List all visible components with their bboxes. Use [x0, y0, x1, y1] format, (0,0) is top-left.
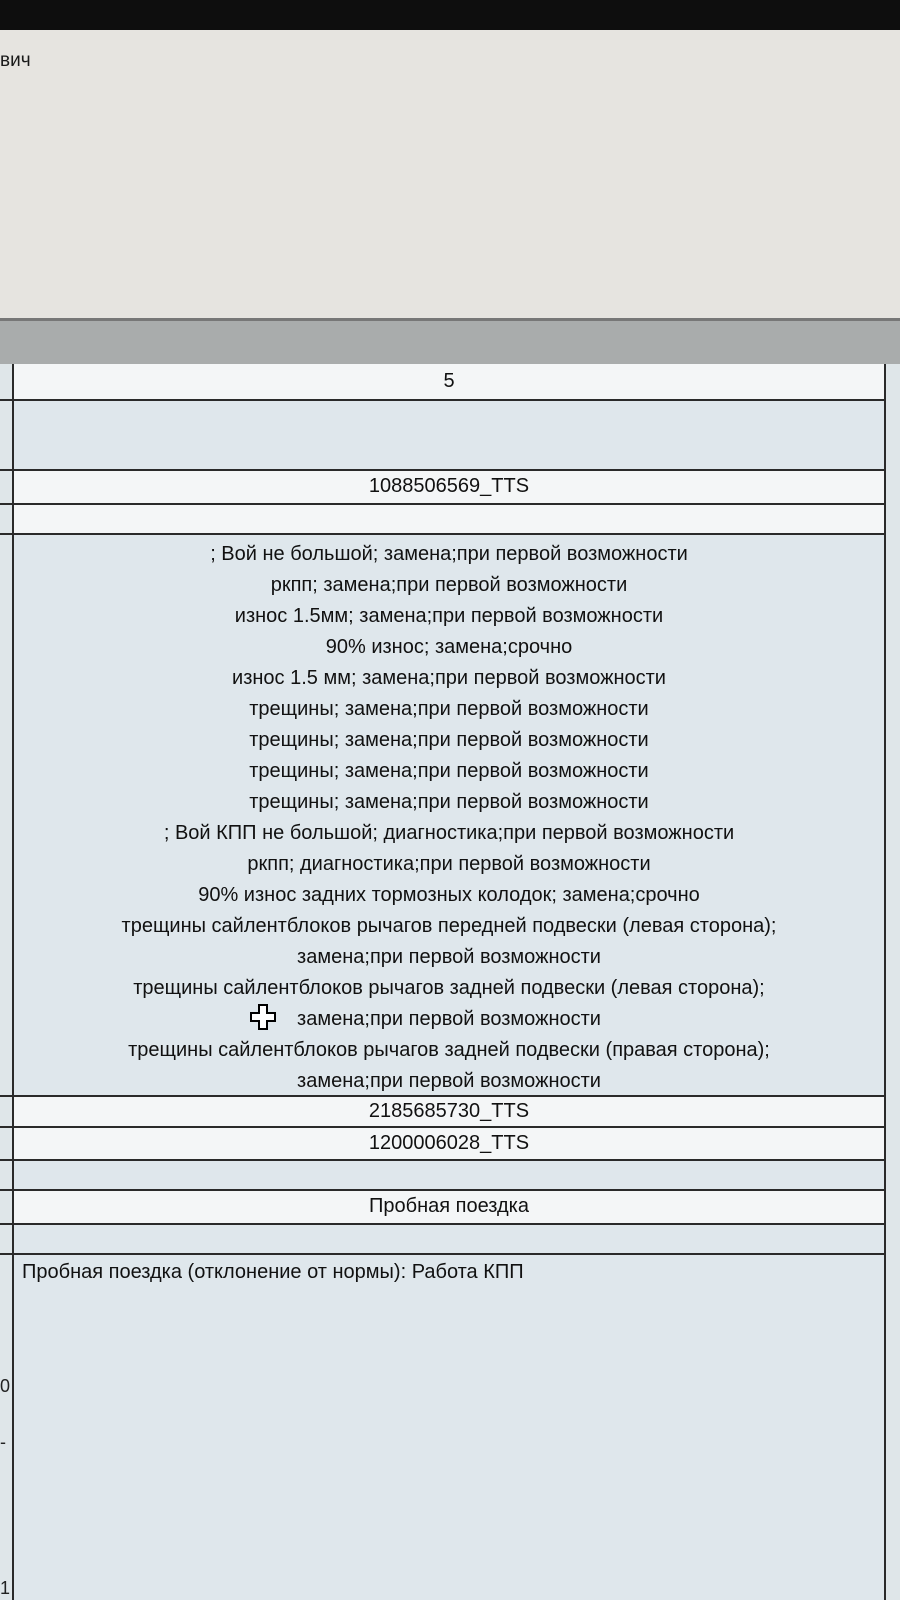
defect-line: износ 1.5 мм; замена;при первой возможности: [232, 667, 666, 689]
defect-line: ркпп; замена;при первой возможности: [270, 574, 628, 596]
name-fragment: вич: [0, 50, 31, 71]
defect-line: трещины; замена;при первой возможности: [249, 760, 649, 782]
id-row-2: [0, 1097, 886, 1128]
defect-line: ; Вой КПП не большой; диагностика;при первой возможности: [163, 822, 735, 844]
spacer-row-3: [0, 1225, 886, 1255]
defect-line: 90% износ задних тормозных колодок; замена;срочно: [198, 884, 700, 906]
test-drive-header: Пробная поездка: [369, 1195, 529, 1217]
header-number-cell: [12, 364, 886, 399]
defect-line: трещины сайлентблоков рычагов задней подвески (левая сторона);: [133, 977, 765, 999]
top-panel: [0, 30, 900, 318]
defect-line: износ 1.5мм; замена;при первой возможности: [234, 605, 664, 627]
defect-line: трещины; замена;при первой возможности: [249, 698, 649, 720]
spacer-cell-3: [12, 1225, 886, 1253]
test-drive-note: Пробная поездка (отклонение от нормы): Работа КПП: [22, 1261, 524, 1283]
test-drive-note-row: [0, 1255, 886, 1600]
empty-row: [0, 401, 886, 471]
id-cell[interactable]: [12, 471, 886, 503]
test-drive-note-cell[interactable]: [12, 1255, 886, 1600]
crosshair-cursor-icon: [250, 1004, 276, 1030]
left-edge-glyph-1: 0: [0, 1376, 11, 1396]
defect-line: 90% износ; замена;срочно: [325, 636, 573, 658]
id-cell-2[interactable]: [12, 1097, 886, 1126]
spacer-row: [0, 505, 886, 535]
id-cell-3[interactable]: [12, 1128, 886, 1159]
test-drive-header-row: [0, 1191, 886, 1225]
defect-line: замена;при первой возможности: [297, 1008, 601, 1030]
id-row-3: [0, 1128, 886, 1161]
section-divider: [0, 318, 900, 367]
test-drive-header-cell: [12, 1191, 886, 1223]
header-number: 5: [443, 370, 455, 392]
defect-line: трещины; замена;при первой возможности: [249, 729, 649, 751]
defect-line: ркпп; диагностика;при первой возможности: [247, 853, 651, 875]
id-second-value: 2185685730_TTS: [368, 1100, 530, 1122]
defect-line: трещины сайлентблоков рычагов задней подвески (правая сторона);: [128, 1039, 770, 1061]
left-edge-glyph-3: 1: [0, 1578, 11, 1598]
defect-line: трещины сайлентблоков рычагов передней подвески (левая сторона);: [121, 915, 777, 937]
id-third-value: 1200006028_TTS: [368, 1132, 530, 1154]
id-top-value: 1088506569_TTS: [368, 475, 530, 497]
monitor-bezel: [0, 0, 900, 30]
empty-cell: [12, 401, 886, 469]
report-table: [0, 364, 900, 1600]
defects-list: [14, 535, 884, 1097]
spacer-cell-2: [12, 1161, 886, 1189]
defect-line: замена;при первой возможности: [297, 946, 601, 968]
left-edge-glyph-2: -: [0, 1432, 6, 1452]
defects-cell[interactable]: [12, 535, 886, 1095]
defects-row: [0, 535, 886, 1097]
defect-line: трещины; замена;при первой возможности: [249, 791, 649, 813]
spacer-cell: [12, 505, 886, 533]
table-header-row: [0, 364, 886, 401]
defect-line: замена;при первой возможности: [297, 1070, 601, 1092]
defect-line: ; Вой не большой; замена;при первой возможности: [210, 543, 688, 565]
spacer-row-2: [0, 1161, 886, 1191]
id-row: [0, 471, 886, 505]
